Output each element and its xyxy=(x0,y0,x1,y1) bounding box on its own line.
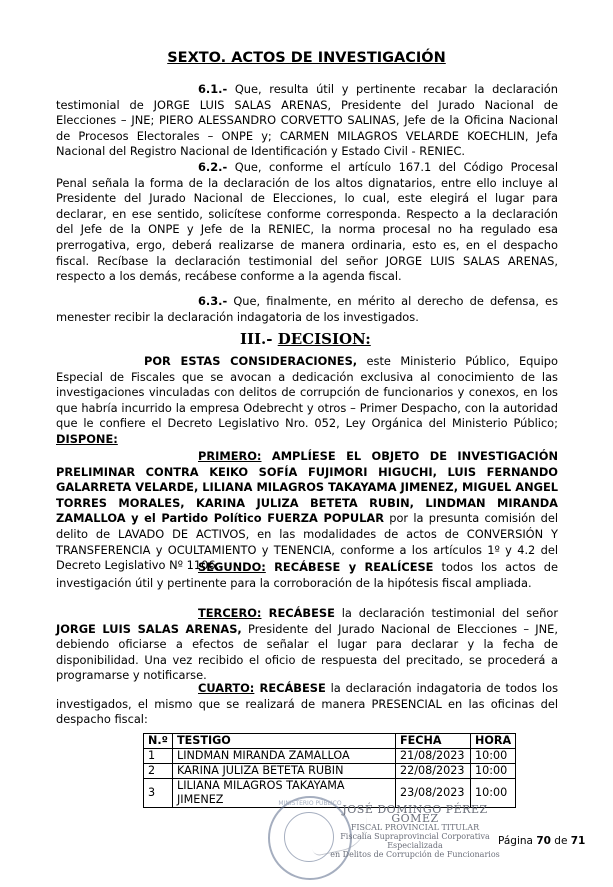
table-row: 1 LINDMAN MIRANDA ZAMALLOA 21/08/2023 10:00 xyxy=(144,749,516,764)
witness-schedule-table xyxy=(143,733,516,808)
header-witness: TESTIGO xyxy=(173,734,396,749)
signer-name: JOSÉ DOMINGO PÉREZ GÓMEZ xyxy=(342,803,488,825)
official-seal-icon: MINISTERIO PÚBLICO xyxy=(268,796,352,880)
table-header-row xyxy=(144,734,516,749)
paragraph-6-3: 6.3.- Que, finalmente, en mérito al derecho de defensa, es menester recibir la declaración indagatoria de los investigados. xyxy=(56,294,558,324)
paragraph-number: 6.3.- xyxy=(198,294,228,308)
dispone-label: DISPONE: xyxy=(56,431,118,446)
header-number: N.º xyxy=(144,734,173,749)
paragraph-number: 6.2.- xyxy=(198,160,228,174)
cuarto-paragraph: CUARTO: RECÁBESE la declaración indagatoria de todos los investigados, el mismo que se realizará de manera PRESENCIAL en las oficinas del despacho fiscal: xyxy=(56,681,559,727)
header-time: HORA xyxy=(471,734,516,749)
tercero-paragraph: TERCERO: RECÁBESE la declaración testimonial del señor JORGE LUIS SALAS ARENAS, Presidente del Jurado Nacional de Elecciones – JNE, debiendo oficiarse a efectos de señalar el lugar para declarar y la fecha de disponibilidad. Una vez recibido el oficio de respuesta del precitado, se procederá a programarse y notificarse. xyxy=(56,606,559,683)
decision-heading: III.- DECISION: xyxy=(240,330,371,348)
signer-office-line2: en Delitos de Corrupción de Funcionarios xyxy=(330,850,500,859)
section-title: SEXTO. ACTOS DE INVESTIGACIÓN xyxy=(167,50,446,66)
primero-paragraph: PRIMERO: AMPLÍESE EL OBJETO DE INVESTIGACIÓN PRELIMINAR CONTRA KEIKO SOFÍA FUJIMORI HIGUCHI, LUIS FERNANDO GALARRETA VELARDE, LILIANA MILAGROS TAKAYAMA JIMENEZ, MIGUEL ANGEL TORRES MORALES, KARINA JULIZA BETETA RUBIN, LINDMAN MIRANDA ZAMALLOA y el Partido Político FUERZA POPULAR por la presunta comisión del delito de LAVADO DE ACTIVOS, en las modalidades de actos de CONVERSIÓN Y TRANSFERENCIA y OCULTAMIENTO y TENENCIA, conforme a los artículos 1º y 4.2 del Decreto Legislativo Nº 1106. xyxy=(56,449,558,573)
table-row: 2 KARINA JULIZA BETETA RUBIN 22/08/2023 10:00 xyxy=(144,764,516,779)
paragraph-number: 6.1.- xyxy=(198,82,228,96)
decision-intro: POR ESTAS CONSIDERACIONES, este Ministerio Público, Equipo Especial de Fiscales que se avocan a dedicación exclusiva al conocimiento de las investigaciones vinculadas con delitos de corrupción de funcionarios y conexos, en los que habría incurrido la empresa Odebrecht y otros – Primer Despacho, con la autoridad que le confiere el Decreto Legislativo Nro. 052, Ley Orgánica del Ministerio Público; DISPONE: xyxy=(56,354,558,446)
paragraph-6-2: 6.2.- Que, conforme el artículo 167.1 del Código Procesal Penal señala la forma de la declaración de los altos dignatarios, entre ello incluye al Presidente del Jurado Nacional de Elecciones, lo cual, este elegirá el lugar para declarar, en ese sentido, solicítese conforme corresponda. Respecto a la declaración del Jefe de la ONPE y Jefe de la RENIEC, la norma procesal no ha regulado esa prerrogativa, ergo, deberá realizarse de manera ordinaria, esto es, en el despacho fiscal. Recíbase la declaración testimonial del señor JORGE LUIS SALAS ARENAS, respecto a los demás, recábese conforme a la agenda fiscal. xyxy=(56,160,558,284)
paragraph-6-1: 6.1.- Que, resulta útil y pertinente recabar la declaración testimonial de JORGE LUIS SALAS ARENAS, Presidente del Jurado Nacional de Elecciones – JNE; PIERO ALESSANDRO CORVETTO SALINAS, Jefe de la Oficina Nacional de Procesos Electorales – ONPE y; CARMEN MILAGROS VELARDE KOECHLIN, Jefa Nacional del Registro Nacional de Identificación y Estado Civil - RENIEC. xyxy=(56,82,558,159)
signer-office-line1: Fiscalía Supraprovincial Corporativa Especializada xyxy=(340,832,490,850)
segundo-paragraph: SEGUNDO: RECÁBESE y REALÍCESE todos los actos de investigación útil y pertinente para la corroboración de la hipótesis fiscal ampliada. xyxy=(56,560,558,590)
page-number: Página 70 de 71 xyxy=(498,835,586,847)
signer-role: FISCAL PROVINCIAL TITULAR xyxy=(350,823,480,832)
table-row: 3 LILIANA MILAGROS TAKAYAMA JIMENEZ 23/08/2023 10:00 xyxy=(144,779,516,808)
signature-block xyxy=(330,805,500,859)
header-date: FECHA xyxy=(396,734,471,749)
